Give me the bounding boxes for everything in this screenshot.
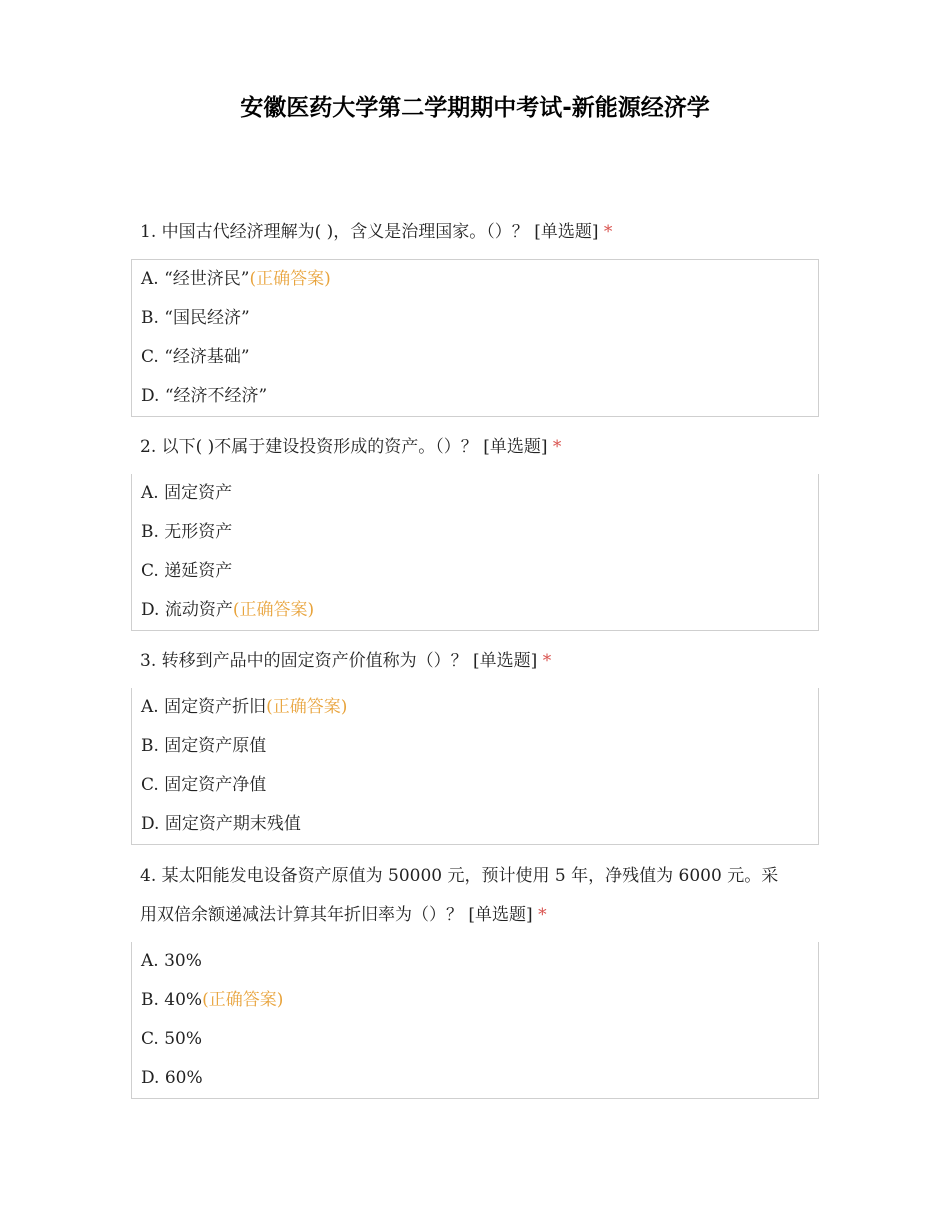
required-star: *: [603, 222, 613, 242]
page-title: 安徽医药大学第二学期期中考试-新能源经济学: [240, 95, 710, 121]
question-2: [131, 428, 819, 631]
question-text: 2. 以下( )不属于建设投资形成的资产。（）？ [单选题]: [140, 437, 548, 457]
options-box: [131, 942, 819, 1099]
correct-answer-tag: (正确答案): [249, 269, 331, 289]
options-box: [131, 688, 819, 845]
option-c[interactable]: [132, 552, 818, 591]
question-3: [131, 642, 819, 845]
question-stem: [131, 857, 819, 935]
option-text: C. 固定资产净值: [141, 775, 267, 795]
options-box: [131, 259, 819, 417]
option-text: D. 流动资产: [141, 600, 233, 620]
option-text: B. 固定资产原值: [141, 736, 267, 756]
option-text: B. 40%: [141, 990, 203, 1010]
question-1: [131, 213, 819, 417]
option-c[interactable]: [132, 338, 818, 377]
correct-answer-tag: (正确答案): [266, 697, 348, 717]
option-text: C. “经济基础”: [141, 347, 250, 367]
option-b[interactable]: [132, 513, 818, 552]
required-star: *: [538, 905, 547, 925]
option-c[interactable]: [132, 766, 818, 805]
option-b[interactable]: [132, 299, 818, 338]
question-text-line-1: 4. 某太阳能发电设备资产原值为 50000 元，预计使用 5 年，净残值为 6000 元。采: [140, 866, 779, 886]
option-d[interactable]: [132, 805, 818, 844]
option-b[interactable]: [132, 981, 818, 1020]
question-text-line-2: [140, 896, 819, 935]
option-text: D. 60%: [141, 1068, 203, 1088]
option-c[interactable]: [132, 1020, 818, 1059]
option-a[interactable]: [132, 474, 818, 513]
option-text: D. “经济不经济”: [141, 386, 268, 406]
option-text: B. 无形资产: [141, 522, 233, 542]
option-text: D. 固定资产期末残值: [141, 814, 301, 834]
options-box: [131, 474, 819, 631]
question-4: [131, 857, 819, 1099]
question-stem: [131, 642, 819, 681]
option-b[interactable]: [132, 727, 818, 766]
required-star: *: [542, 651, 552, 671]
option-text: A. 30%: [141, 951, 202, 971]
option-text: A. “经世济民”: [141, 269, 250, 289]
option-a[interactable]: [132, 942, 818, 981]
question-text: 1. 中国古代经济理解为( )，含义是治理国家。（）？ [单选题]: [140, 222, 599, 242]
required-star: *: [552, 437, 562, 457]
option-text: A. 固定资产折旧: [141, 697, 267, 717]
question-text: 3. 转移到产品中的固定资产价值称为（）？ [单选题]: [140, 651, 538, 671]
option-text: A. 固定资产: [141, 483, 233, 503]
question-stem: [131, 428, 819, 467]
question-text: 用双倍余额递减法计算其年折旧率为（）？ [单选题]: [140, 905, 533, 925]
option-a[interactable]: [132, 260, 818, 299]
option-text: B. “国民经济”: [141, 308, 250, 328]
correct-answer-tag: (正确答案): [202, 990, 284, 1010]
option-d[interactable]: [132, 591, 818, 630]
correct-answer-tag: (正确答案): [232, 600, 315, 620]
option-d[interactable]: [132, 1059, 818, 1098]
option-d[interactable]: [132, 377, 818, 416]
option-text: C. 递延资产: [141, 561, 233, 581]
option-a[interactable]: [132, 688, 818, 727]
option-text: C. 50%: [141, 1029, 202, 1049]
question-stem: [131, 213, 819, 252]
